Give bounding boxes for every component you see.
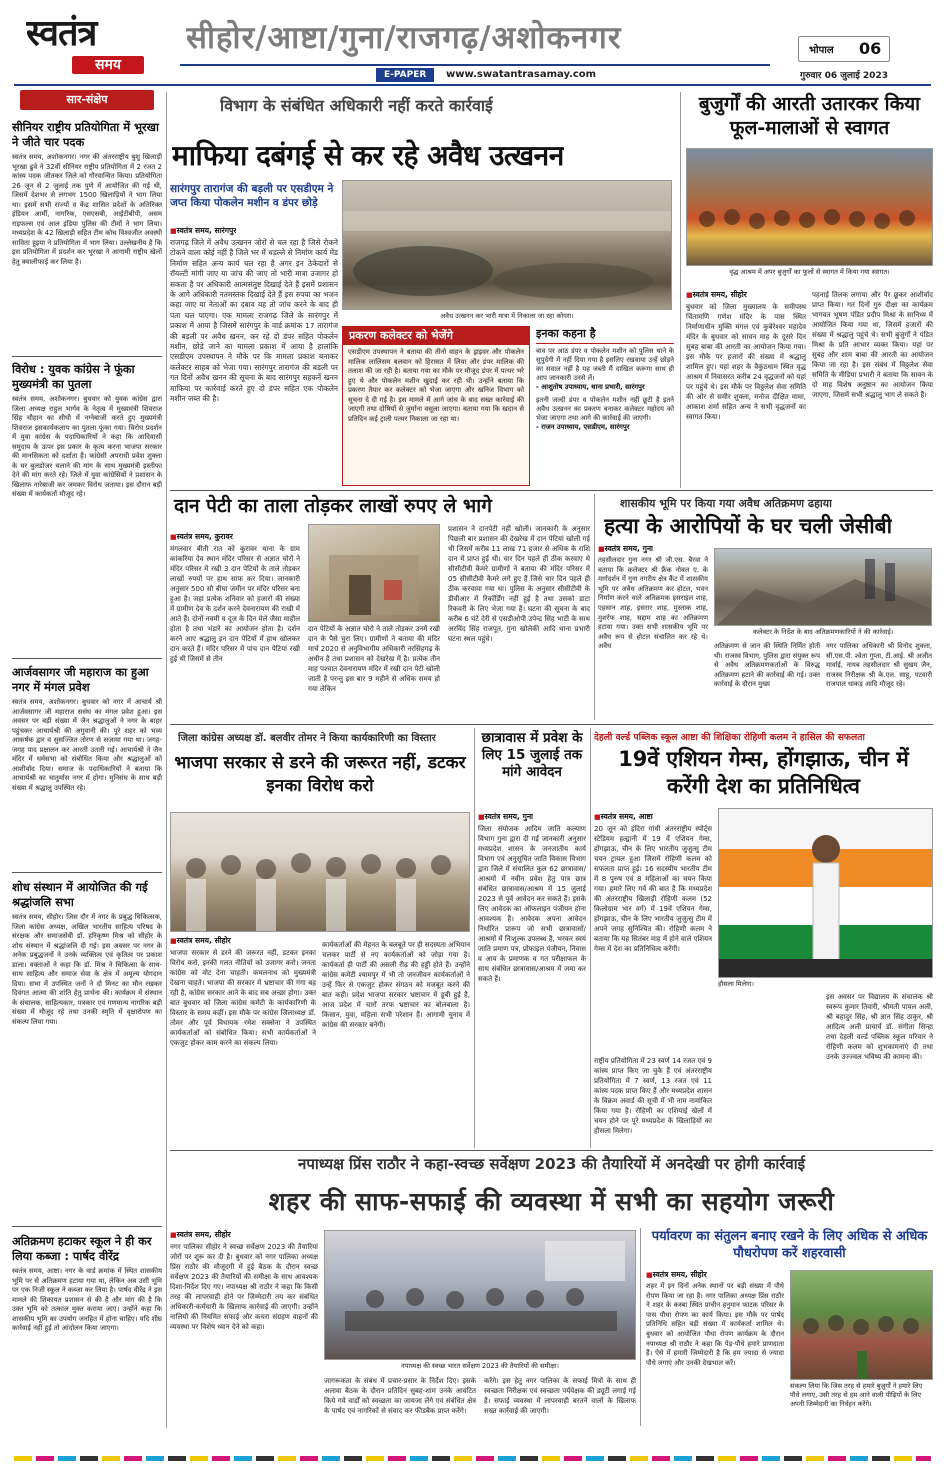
jcb-byline: ■ स्वतंत्र समय, गुना xyxy=(598,544,653,554)
congress-body-2: कार्यकर्ताओं की मेहनत के बलबूते पर ही सदस्यता अभियान चलकर पार्टी से नए कार्यकर्ताओं को जोड़ा गया है। कार्यकर्ता ही पार्टी की असली रीढ़ की हड्डी होते हैं। उन्होंने कांग्रेस कमेटी श्यामपुर में भी तो जनजीवन कार्यकर्ताओं ने उन्हें फिर से एकजुट होकर संगठन को मजबूत करने की बात कही। प्रदेश भाजपा सरकार भ्रष्टाचार में डूबी हुई है, आज प्रदेश में चारों तरफ भ्रष्टाचार का बोलबाला है। किसान, युवा, महिला सभी परेशान हैं। आगामी चुनाव में कांग्रेस की सरकार बनेगी। xyxy=(322,941,470,1029)
plantation-image-icon xyxy=(791,1271,933,1380)
sidebar-label: सार-संक्षेप xyxy=(20,90,154,110)
hostel-headline: छात्रावास में प्रवेश के लिए 15 जुलाई तक मांगे आवेदन xyxy=(481,730,583,780)
quote-2: इतनी जल्दी डंपर व पोकलेन मशीन नहीं छूटी है इतने अवैध उत्खनन का प्रकरण बनाकर कलेक्टर महोदय को भेजा जाएगा तथा आगे की कार्रवाई की जाएगी। xyxy=(536,396,674,422)
cleanliness-body: नगर पालिका सीहोर ने स्वच्छ सर्वेक्षण 2023 की तैयारियां जोरों पर शुरू कर दी है। बुधवार को नगर पालिका अध्यक्ष प्रिंस राठौर की मौजूदगी में हुई बैठक के दौरान स्वच्छ सर्वेक्षण 2023 की तैयारियों की समीक्षा के साथ आवश्यक दिशा-निर्देश दिए गए। नपाध्यक्ष श्री राठौर ने कहा कि किसी तरह की लापरवाही होने पर जिम्मेदारी तय कर संबंधित अधिकारी-कर्मचारी के खिलाफ कार्रवाई की जाएगी। उन्होंने नालियों की नियमित सफाई और कचरा संग्रहण वाहनों की व्यवस्था पर विशेष ध्यान देने को कहा। xyxy=(170,1243,318,1331)
congress-photo xyxy=(170,812,470,932)
donation-body: मंगलवार बीती रात को कुरावर थाना के ग्राम कांकरिया देव स्थान मंदिर परिसर से अज्ञात चोरों ने मंदिर परिसर में रखी 3 दान पेटियों के ताले तोड़कर लाखों रुपयों पर हाथ साफ कर दिया। जानकारी अनुसार 500 सौ बीघा जमीन पर मंदिर परिसर बना हुआ है। जहां प्रत्येक शनिवार को हजारों की संख्या में ग्रामीण देव के दर्शन करने देवनारायण की राखी में आते हैं। दोनों नवमी व दूज के दिन मेले जैसा माहौल होता है तथा भंडारे का आयोजन होता है। दर्शन करने आए श्रद्धालु इन दान पेटियों में हाथ खोलकर दान करते हैं। मंदिर परिसर में पांच दान पेटियां रखी हुई थी जिसमें से तीन xyxy=(170,545,300,663)
column-rule xyxy=(594,494,595,720)
masthead xyxy=(0,0,945,86)
mining-kicker: विभाग के संबंधित अधिकारी नहीं करते कार्रवाई xyxy=(220,96,493,115)
issue-date: गुरुवार 06 जुलाई 2023 xyxy=(800,71,888,81)
mining-headline: माफिया दबंगई से कर रहे अवैध उत्खनन xyxy=(172,139,564,172)
elders-story xyxy=(686,92,933,488)
column-rule xyxy=(474,728,475,1148)
sidebar-headline: अतिक्रमण हटाकर स्कूल ने ही कर लिया कब्जा : पार्षद वीरेंद्र xyxy=(12,1234,152,1263)
cleanliness-kicker: नपाध्यक्ष प्रिंस राठौर ने कहा-स्वच्छ सर्वेक्षण 2023 की तैयारियों में अनदेखी पर होगी कार्रवाई xyxy=(298,1155,805,1173)
jcb-body: तहसीलदार गुना नगर श्री जी.एस. बैरवा ने बताया कि कलेक्टर श्री फ्रैंक नोबल ए. के मार्गदर्शन में गुना नगरीय क्षेत्र कैंट में शासकीय भूमि पर अवैध अतिक्रमण कर होटल, भवन निर्माण करने वाले अतिक्रमक इसराइल शाह, एहसान शाह, इसरार शाह, मुस्ताक शाह, मुशर्रफ शाह, सद्दाम शाह का अतिक्रमण हटाया गया। उक्त सभी शासकीय भूमि पर अवैध रूप से होटल संचालित कर रहे थे। अवैध xyxy=(598,556,708,651)
env-byline: ■ स्वतंत्र समय, सीहोर xyxy=(646,1270,707,1280)
asian-games-story xyxy=(594,730,933,1148)
quarry-image-icon xyxy=(343,181,672,310)
elders-body: बुधवार को जिला मुख्यालय के समीपस्थ चिंतामणि गणेश मंदिर के पास स्थित निर्माणाधीन मुक्ति मंगल एवं कुबेरेश्वर महादेव मंदिर के बुधवार को सावन माह के दूसरे दिन सुबह बाबा की आरती का आयोजन किया गया। इस मौके पर हजारों की संख्या में श्रद्धालु शामिल हुए। यहां शहर के वैकुंठधाम स्थित वृद्ध आश्रम में निवासरत करीब 24 वृद्धजनों को यहां पर पहुंचे थे। इस मौके पर विठ्ठलेश सेवा समिति की ओर से समीर शुक्ला, मनोज दीक्षित मामा, आकाश शर्मा सहित अन्य ने सभी वृद्धजनों का स्वागत किया। xyxy=(686,303,806,421)
plantation-photo xyxy=(790,1270,933,1380)
edition-underline xyxy=(180,64,770,66)
asian-byline: ■ स्वतंत्र समय, आष्टा xyxy=(594,812,653,822)
column-rule xyxy=(590,728,591,1148)
congress-byline: ■ स्वतंत्र समय, सीहोर xyxy=(170,936,231,946)
temple-image-icon xyxy=(309,525,440,622)
sidebar-item xyxy=(12,362,162,652)
elders-byline: ■ स्वतंत्र समय, सीहोर xyxy=(686,290,747,300)
sidebar-headline: विरोध : युवक कांग्रेस ने फूंका मुख्यमंत्री का पुतला xyxy=(12,362,135,391)
cleanliness-byline: ■ स्वतंत्र समय, सीहोर xyxy=(170,1230,231,1240)
quote-box xyxy=(536,326,674,486)
collector-box xyxy=(342,326,530,486)
elders-photo xyxy=(686,148,933,266)
demolition-image-icon xyxy=(715,549,932,626)
env-headline: पर्यावरण का संतुलन बनाए रखने के लिए अधिक से अधिक पौधरोपण करें शहरवासी xyxy=(651,1229,928,1261)
sidebar-rule xyxy=(166,92,167,1428)
section-rule xyxy=(170,724,933,725)
mining-story xyxy=(170,92,675,488)
cleanliness-body-2: जागरूकता के संबंध में प्रचार-प्रसार के निर्देश दिए। इसके अलावा बैठक के दौरान प्रतिदिन सुबह-शाम उनके आवंटित किये गये वार्डों को स्वच्छता का जायजा लेंगे एवं संबंधित क्षेत्र के पार्षद एवं नागरिकों से संवाद कर फीडबैक प्राप्त करेंगे। xyxy=(324,1377,476,1415)
section-rule xyxy=(170,490,933,491)
crowd-image-icon xyxy=(687,149,933,266)
group-image-icon xyxy=(171,813,470,932)
meeting-photo xyxy=(324,1230,636,1360)
quote-head: इनका कहना है xyxy=(536,326,674,344)
sidebar-body: स्वतंत्र समय, अशोकनगर। बुधवार को नगर में आचार्य श्री आर्जवसागर जी महाराज ससंघ का मंगल प्रवेश हुआ। इस अवसर पर बड़ी संख्या में जैन श्रद्धालुओं ने नगर के बाहर पहुंचकर आचार्यश्री की अगुवानी की। पूरे शहर को भव्य आकर्षक द्वार व सुसज्जित तोरण से सजाया गया था। जगह-जगह पाद प्रक्षालन कर आरती उतारी गई। आचार्यश्री ने जैन मंदिर में धर्मसभा को संबोधित किया और श्रद्धालुओं को आशीर्वाद दिया। समाज के पदाधिकारियों ने बताया कि आचार्यश्री का चातुर्मास नगर में होगा। मुनिसंघ के साथ बड़ी संख्या में श्रद्धालु उपस्थित रहे। xyxy=(12,698,162,792)
meeting-image-icon xyxy=(325,1231,636,1360)
athlete-caption: हौसला मिलेगा। xyxy=(718,980,754,988)
asian-body: 20 जून को इंदिरा गांधी अंतरराष्ट्रीय स्पोर्ट्स स्टेडियम हल्द्वानी में 19 वें एशियन गेम्स, होंगझाऊ, चीन के लिए भारतीय जुजुत्सु टीम चयन ट्रायल हुआ जिसमें रोहिणी कलम को सफलता प्राप्त हुई। 16 सदस्यीय भारतीय टीम में 8 पुरुष एवं 8 महिलाओं का चयन किया गया। हमारे लिए गर्व की बात है कि मध्यप्रदेश की अंतरराष्ट्रीय खिलाड़ी रोहिणी कलम (52 किलोग्राम भार वर्ग) में 19वें एशियन गेम्स, होंगझाऊ, चीन के लिए भारतीय जुजुत्सु टीम में अपने जगह सुनिश्चित की। रोहिणी कलम ने बताया कि यह सितंबर माह में होने वाले एशियन गेम्स में देश का प्रतिनिधित्व करेंगी। xyxy=(594,825,712,953)
quarry-photo xyxy=(342,180,672,310)
sidebar-headline: आर्जवसागर जी महाराज का हुआ नगर में मंगल प्रवेश xyxy=(12,665,149,694)
color-bar xyxy=(14,1456,931,1461)
hostel-story xyxy=(478,730,586,1148)
elders-caption: वृद्ध आश्रम में अपर बुजुर्गों का फूलों से स्वागत में किया गया स्वागत। xyxy=(729,268,890,276)
jcb-body-2: अतिक्रमण से जान की स्थिति निर्मित होती थी। राजस्व विभाग, पुलिस द्वारा संयुक्त रूप से अवैध अतिक्रमणकर्ताओं के विरुद्ध अतिक्रमण हटाने की कार्रवाई की गई। उक्त कार्रवाई के दौरान मुख्य xyxy=(714,642,820,689)
mining-deck: सारंगपुर तारागंज की बड़ली पर एसडीएम ने जप्त किया पोकलेन मशीन व डंपर छोड़े xyxy=(170,183,334,209)
epaper-badge: E-PAPER xyxy=(376,68,434,82)
cleanliness-headline: शहर की साफ-सफाई की व्यवस्था में सभी का सहयोग जरूरी xyxy=(268,1187,835,1216)
page-number: 06 xyxy=(859,39,882,58)
asian-kicker: देहली वर्ल्ड पब्लिक स्कूल आष्टा की शिक्षिका रोहिणी कलम ने हासिल की सफलता xyxy=(594,732,865,743)
sidebar-item xyxy=(12,665,162,865)
mining-body: राजगढ़ जिले में अवैध उत्खनन जोरों से चल रहा है जिसे रोकने टोकने वाला कोई नहीं है जिले भर में धड़ल्ले से निर्माण कार्य मेंड निर्माण सहित अन्य कार्य चल रहा है अगर इन ठेकेदारों से रॉयल्टी मांगी जाए या जांच की जाए तो भारी मात्रा उजागर हो सकता है पर अधिकारी आत्मसंतुष्ट दिखाई देते हैं इसमें प्रशासन के आगे अधिकारी नतमस्तक दिखाई देते हैं इस रुपया का भजन कहा जाए या नेताओं का दबाव यह तो जांच करने के बाद ही पता चल पाएगा। एक मामला राजगढ़ जिले के सारंगपुर में प्रकाश में आया है जिसमें सारंगपुर के वार्ड क्रमांक 17 तारागंज की बड़ली पर अवैध खनन, कर रहे दो डंपर सहित पोकलेन मशीन, छोड़े जाने का मामला प्रकाश में आया है हालांकि एसडीएम उपस्थापन ने मौके पर कि मामला प्रकाश बनाकर कलेक्टर साहब को भेजा गया। सारंगपुर तारागंज की बड़ली पर गत दिनों अवैध खनन की सूचना के बाद सारंगपुर सहकर्ने खनन माफिया पर कार्रवाई करते हुए दो डंपर सहित एक पोकलेन मशीन जब्त की है। xyxy=(170,238,338,404)
env-story xyxy=(646,1228,933,1426)
section-rule xyxy=(170,1150,933,1151)
sidebar-headline: शोध संस्थान में आयोजित की गई श्रद्धांजलि सभा xyxy=(12,880,148,909)
donation-story xyxy=(170,494,590,720)
hostel-byline: ■ स्वतंत्र समय, गुना xyxy=(478,812,533,822)
quote-2-author: - राजन उपाध्याय, एसडीएम, सारंगपुर xyxy=(536,423,630,431)
website-link[interactable]: www.swatantrasamay.com xyxy=(446,69,597,80)
congress-kicker: जिला कांग्रेस अध्यक्ष डॉ. बलवीर तोमर ने किया कार्यकारिणी का विस्तार xyxy=(178,733,436,744)
collector-box-head: प्रकरण कलेक्टर को भेजेंगे xyxy=(343,327,529,345)
asian-body-2: राष्ट्रीय प्रतियोगिता में 23 स्वर्ण 14 रजत एवं 9 कांस्य प्राप्त किए जा चुके हैं एवं अंतरराष्ट्रीय प्रतियोगिता में 7 स्वर्ण, 13 रजत एवं 11 कांस्य पदक प्राप्त किए हैं और मध्यप्रदेश शासन के विक्रम अवार्ड की सूची में भी नाम नामांकित किया गया है। रोहिणी का एशियाई खेलों में चयन होने पर पूरे मध्यप्रदेश के खिलाड़ियों का हौसला मिलेगा। xyxy=(594,1057,712,1135)
asian-headline: 19वें एशियन गेम्स, होंगझाऊ, चीन में करेंगी देश का प्रतिनिधित्व xyxy=(618,747,909,798)
sidebar-item xyxy=(12,120,162,370)
logo-tag: समय xyxy=(72,56,144,74)
edition-title: सीहोर/आष्टा/गुना/राजगढ़/अशोकनगर xyxy=(186,20,622,56)
env-body: शहर में इन दिनों अनेक स्थानों पर बड़ी संख्या में पौधे रोपण किया जा रहा है। नगर पालिका अध्यक्ष प्रिंस राठौर ने शहर के कस्बा स्थित प्राचीन हनुमान फाटक परिसर के पास पौधा रोपण का कार्य किया। इस मौके पर पार्षद प्रतिनिधि सहित बड़ी संख्या में कार्यकर्ता शामिल थे। बुधवार को आयोजित पौधा रोपण कार्यक्रम के दौरान नपाध्यक्ष श्री राठौर ने कहा कि पेड़-पौधे हमारे प्राणदाता हैं। ऐसे में हमारी जिम्मेदारी है कि हम ज्यादा से ज्यादा पौधे लगाएं और उनकी देखभाल करें। xyxy=(646,1282,784,1367)
sidebar xyxy=(12,90,162,1430)
quote-1: बाव पर आठ डंपर व पोकलेन मशीन को पुलिस थाने के सुपुर्दगी में नहीं दिया गया है इसलिए रखवाया उन्हें छोड़ने का सवाल नहीं है यह जब्ती मैं दाखिल करूंगा साथ ही आप जानकारी उनसे लें। xyxy=(536,347,674,382)
sidebar-body: स्वतंत्र समय, अशोकनगर। बुधवार को युवक कांग्रेस द्वारा जिला अध्यक्ष राहुल भार्गव के नेतृत्व में मुख्यमंत्री शिवराज सिंह चौहान का सीधी में नग्नेबाजी करते हुए मुख्यमंत्री शिवराज इसकार्यकलाप का पुतला फूंका गया। विरोध प्रदर्शन में युवा कांग्रेस के पदाधिकारियों ने कहा कि आदिवासी समुदाय के ऊपर इस प्रकार के कृत्य करना भाजपा सरकार की मानसिकता को दर्शाता है। कांग्रेसी अपराधी प्रवेश शुक्ला के घर बुलडोजर चलाने की मांग के साथ मुख्यमंत्री इस्तीफा देने की मांग करते रहे। जिले में युवा कांग्रेसियों ने प्रशासन के खिलाफ नारेबाजी कर जमकर विरोध जताया। इस दौरान बड़ी संख्या में कार्यकर्ता मौजूद रहे। xyxy=(12,395,162,498)
sidebar-body: स्वतंत्र समय, आष्टा। नगर के वार्ड क्रमांक में स्थित शासकीय भूमि पर से अतिक्रमण हटाया गया था, लेकिन अब उसी भूमि पर एक निजी स्कूल ने कब्जा कर लिया है। पार्षद वीरेंद्र ने इस मामले की शिकायत प्रशासन से की है और मांग की है कि उक्त भूमि को तत्काल मुक्त कराया जाए। उन्होंने कहा कि शासकीय भूमि का उपयोग जनहित में होना चाहिए। यदि शीघ्र कार्रवाई नहीं हुई तो आंदोलन किया जाएगा। xyxy=(12,1267,162,1332)
divider xyxy=(12,356,162,357)
athlete-photo xyxy=(718,808,933,978)
plantation-caption: संकल्प लिया कि जिस तरह से हमारे बुजुर्गों ने हमारे लिए पौधे लगाए, उसी तरह से हम आने वाली पीढ़ियों के लिए अपनी जिम्मेदारी का निर्वहन करेंगे। xyxy=(790,1382,923,1408)
donation-body-2: दान पेटियों के अज्ञात चोरो ने ताले तोड़कर उनमें रखी दान के पैसे चुरा लिए। ग्रामीणों ने बताया की मंदिर मार्च 2020 से अनुविभागीय अधिकारी नरसिंहगढ़ के अधीन है तथा प्रशासन को देखरेख में है। प्रत्येक तीन माह पश्चात देवनारायण मंदिर में रखी दान पेटी खोली जाती है परन्तु इस बार 9 महीने से अधिक समय हो गया लेकिन xyxy=(308,625,440,693)
donation-byline: ■ स्वतंत्र समय, कुरावर xyxy=(170,532,233,542)
jcb-headline: हत्या के आरोपियों के घर चली जेसीबी xyxy=(604,514,893,538)
meeting-caption: नपाध्यक्ष की स्वच्छ भारत सर्वेक्षण 2023 की तैयारियों की समीक्षा। xyxy=(400,1362,560,1370)
cleanliness-body-3: करेंगे। इस हेतु नगर पालिका के सफाई मित्रों के साथ ही स्वच्छता निरीक्षक एवं स्वच्छता पर्यवेक्षक की ड्यूटी लगाई गई है। सफाई व्यवस्था में लापरवाही बरतने वालों के खिलाफ सख्त कार्रवाई की जाएगी। xyxy=(484,1377,636,1415)
sidebar-body: स्वतंत्र समय, अशोकनगर। नगर की अंतरराष्ट्रीय बुशु खिलाड़ी भूरखा ढुवे ने 32वीं सीनियर राष्ट्रीय प्रतियोगिता में 2 रजत 2 कांस्य पदक जीतकर जिले को गौरवान्वित किया। प्रतियोगिता 26 जून से 2 जुलाई तक पुणे में आयोजित की गई थी, जिसमें देशभर से लगभग 1500 खिलाड़ियों ने भाग लिया था। इसमें सभी राज्यों व केंद्र शासित प्रदेशों के अतिरिक्त इंडियन आर्मी, नागरिक, एसएसबी, आईटीबीपी, असम राइफल्स एवं आल इंडिया पुलिस की टीमों ने भाग लिया। मध्यप्रदेश के 42 खिलाड़ी सहित टीम कोच विश्वजीत अवस्थी साविता हुइया ने प्रतियोगिता में भाग लिया। उल्लेखनीय है कि इस प्रतियोगिता में प्रदर्शन कर भूरखा ने आगामी राष्ट्रीय खेलों हेतु क्वालीफाई कर लिया है। xyxy=(12,153,162,266)
city-label: भोपाल xyxy=(809,45,834,56)
logo-text: स्वतंत्र xyxy=(26,14,97,54)
jcb-photo xyxy=(714,548,932,626)
quarry-caption: अवैध उत्खनन कर भारी मात्रा में निकाला जा रहा कोपरा। xyxy=(440,312,574,320)
elders-body-2: पहनाई तिलक लगाया और पैर छूकर आशीर्वाद प्राप्त किया। गत दिनों गुरु दीक्षा का कार्यक्रम भागवत भूषण पंडित प्रदीप मिश्रा के सानिध्य में आयोजित किया गया था, जिसमें हजारों की संख्या में श्रद्धालु पहुंचे थे। सभी बुजुर्गों ने पंडित मिश्रा के प्रति आभार व्यक्त किया। यहां पर सुबह और शाम बाबा की आरती का आयोजन किया जा रहा है। इस संबंध में विठ्ठलेश सेवा समिति के मीडिया प्रभारी ने बताया कि सावन के दो माह विशेष अनुष्ठान का आयोजन किया जाएगा, जिसमें सभी श्रद्धालु भाग ले सकते हैं। xyxy=(812,291,933,399)
sidebar-headline: सीनियर राष्ट्रीय प्रतियोगिता में भूरखा ने जीते चार पदक xyxy=(12,120,159,149)
column-rule xyxy=(680,92,681,488)
asian-body-2b xyxy=(718,992,820,1148)
logo[interactable] xyxy=(26,14,158,80)
divider xyxy=(12,1226,162,1227)
sidebar-body: स्वतंत्र समय, सीहोर। जिस दौर में नगर के प्रबुद्ध चिकित्सक, जिला कांग्रेस अध्यक्ष, अखिल भारतीय साहित्य परिषद के संरक्षक और समाजसेवी डॉ. हरिकृष्ण मिश्र को सीहोर के शोध संस्थान में श्रद्धांजलि दी गई। इस अवसर पर नगर के अनेक प्रबुद्धजनों ने उनके व्यक्तित्व एवं कृतित्व पर प्रकाश डाला। वक्ताओं ने कहा कि डॉ. मिश्र ने चिकित्सा के साथ-साथ साहित्य और समाज सेवा के क्षेत्र में अमूल्य योगदान दिया। सभा में उपस्थित जनों ने दो मिनट का मौन रखकर दिवंगत आत्मा की शांति हेतु प्रार्थना की। कार्यक्रम में संस्थान के संचालक, साहित्यकार, पत्रकार एवं गणमान्य नागरिक बड़ी संख्या में मौजूद रहे तथा उनकी स्मृति में वृक्षारोपण का संकल्प लिया गया। xyxy=(12,913,162,1026)
donation-headline: दान पेटी का ताला तोड़कर लाखों रुपए ले भागे xyxy=(174,495,492,517)
congress-headline: भाजपा सरकार से डरने की जरूरत नहीं, डटकर इनका विरोध करो xyxy=(174,753,466,796)
sidebar-item xyxy=(12,1234,162,1430)
hostel-body: जिला संयोजक आदिम जाति कल्याण विभाग गुना द्वारा दी गई जानकारी अनुसार मध्यप्रदेश शासन के जनजातीय कार्य विभाग एवं अनुसूचित जाति विकास विभाग द्वारा जिले में संचालित कुल 62 छात्रावास/आश्रमों में नवीन प्रवेश हेतु पात्र छात्र संबंधित छात्रावास/आश्रम में 15 जुलाई 2023 से पूर्व आवेदन कर सकते हैं। इसके लिए आवेदक का ऑफलाइन पंजीयन होना आवश्यक है। आवेदक अपना आवेदन निर्धारित प्रारूप जो सभी छात्रावासों/आश्रमों में निःशुल्क उपलब्ध है, भरकर स्वयं जाति प्रमाण पत्र, प्रोफाइल पंजीयन, निवास व आय के प्रमाणक व गत परीक्षाफल के साथ संबंधित छात्रावास/आश्रम में जमा कर सकते हैं। xyxy=(478,825,586,983)
divider xyxy=(12,658,162,659)
jcb-caption: कलेक्टर के निर्देश के बाद अतिक्रमणकारियों ने की कार्रवाई। xyxy=(752,628,894,636)
donation-body-3: प्रशासन ने दानपेटी नहीं खोली। जानकारी के अनुसार पिछली बार प्रशासन की देखरेख में दान पेटियां खोली गई थी जिसमें करीब 11 लाख 71 हजार से अधिक के राशि दान में प्राप्त हुई थी। चार दिन पहले ही ठीक करवाए थे सीसीटीवी कैमरे ग्रामीणों ने बताया की मंदिर परिसर में 05 सीसीटीवी कैमरे लगे हुए हैं जिसे चार दिन पहले ही ठीक करवाया गया था। पुलिस के अनुसार सीसीटीवी के डीवीआर में रिकॉर्डिंग नहीं हुई है तथा उसको डाटा रिकवरी के लिए भेजा गया है। घटना की सूचना के बाद करीब 6 घंटे देरी से एसडीओपी उपेन्द्र सिंह भाटी के साथ अरविंद सिंह राजपूत, गुना खोलेकी आदि थाना प्रभारी घटना स्थल पहुंचे। xyxy=(448,525,590,643)
divider xyxy=(12,872,162,873)
column-rule xyxy=(640,1228,641,1426)
mining-byline: ■ स्वतंत्र समय, सारंगपुर xyxy=(170,226,236,236)
masthead-rule xyxy=(14,84,931,86)
quote-1-author: - आशुतोष उपाध्याय, थाना प्रभारी, सारंगपुर xyxy=(536,383,645,391)
donation-photo xyxy=(308,524,440,622)
congress-body: भाजपा सरकार से डरने की जरूरत नहीं, डटकर इनका विरोध करो, इनकी गलत नीतियों को उजागर करो। जनता कांग्रेस को वोट देना चाहती। कमलनाथ को मुख्यमंत्री देखना चाहते। भाजपा की सरकार में भ्रष्टाचार की गंगा बह रही है, कांग्रेस सरकार आने के बाद सब अच्छा होगा। उक्त बात बुधवार को जिला कांग्रेस कमेटी के कार्यकारिणी के विस्तार के समय कहीं। इस मौके पर कांग्रेस जिलाध्यक्ष डॉ. तोमर और पूर्व विधायक रमेश सक्सेना ने उपस्थित कार्यकर्ताओं को संबोधित किया। सभी कार्यकर्ताओं ने एकजुट होकर काम करने का संकल्प लिया। xyxy=(170,949,316,1047)
asian-body-3: इस अवसर पर विद्यालय के संचालक श्री स्वरूप कुमार तिवारी, श्रीमती पायल अली, श्री बहादुर सिंह, श्री ज्ञान सिंह ठाकुर, श्री आदित्य अली प्राचार्य डॉ. संगीता सिन्हा तथा देहली वर्ल्ड पब्लिक स्कूल परिवार ने रोहिणी कलम को शुभकामनाएं दी तथा उनके उज्ज्वल भविष्य की कामना की। xyxy=(826,993,933,1061)
cleanliness-story xyxy=(170,1154,933,1426)
jcb-kicker: शासकीय भूमि पर किया गया अवैध अतिक्रमण ढहाया xyxy=(620,497,833,510)
flag-athlete-image-icon xyxy=(719,809,933,978)
collector-box-body: एसडीएम उपस्थापन ने बताया की तीनो वाहन के ड्राइवर और पोकलेन मालिक लालिसम बलवान को हिरासत में लिया और डंपर मालिक की तलाश की जा रही है। बताया गया का मौके पर मौजूद डंपर में पत्थर भरे हुए थे और पोकलेन मशीन खुदाई कर रही थी। उन्होंने बताया कि प्रकरण तैयार कर कलेक्टर को भेजा जाएगा और खनिज विभाग को सूचना दे दी गई है। इस मामले में आगे जांच के बाद सख्त कार्रवाई की जाएगी तथा दोषियों से जुर्माना वसूला जाएगा। बताया गया कि खदान से प्रतिदिन कई ट्राली पत्थर निकाला जा रहा था। xyxy=(348,348,524,423)
page-box xyxy=(798,36,890,62)
jcb-story xyxy=(598,494,933,720)
jcb-body-3: नगर पालिका अधिकारी श्री विनोद शुक्ला, सी.एस.पी. श्वेता गुप्ता, टी.आई. श्री अजीत मार्वाई, नायब तहसीलदार श्री सुखम जैन, राजस्व निरीक्षक श्री के.एल. साहू, पटवारी राजपाल धाकड़ आदि मौजूद रहे। xyxy=(826,642,932,689)
congress-story xyxy=(170,728,470,1148)
elders-headline: बुजुर्गों की आरती उतारकर किया फूल-मालाओं से स्वागत xyxy=(698,93,921,139)
